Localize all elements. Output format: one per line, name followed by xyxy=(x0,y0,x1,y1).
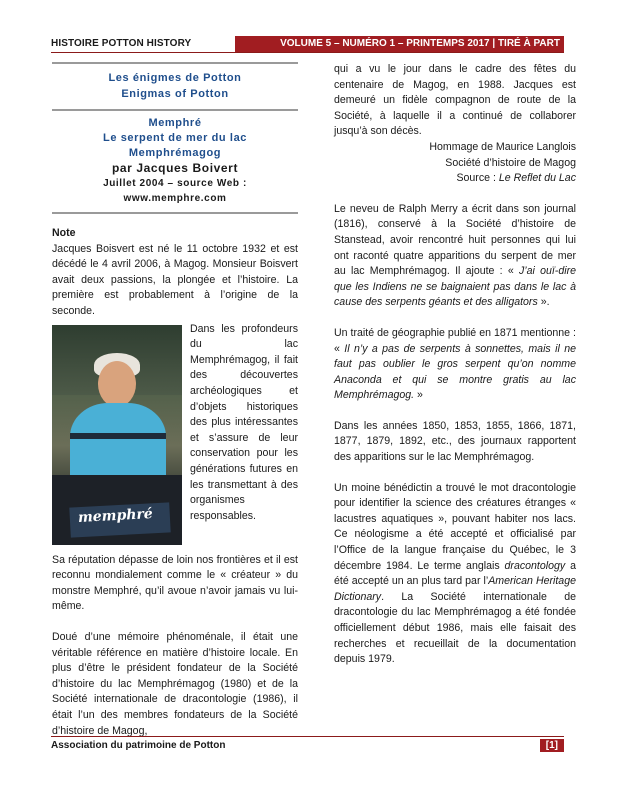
top-rule xyxy=(52,62,298,64)
tribute-signature xyxy=(334,140,576,187)
right-paragraph-4 xyxy=(334,481,576,668)
photo-side-text: Dans les profondeurs du lac Memphrémagog, il fait des découvertes archéologiques et d’objets historiques des plus intéressantes et s’assure de leur conservation pour les générations futures en les transmettant à des organismes responsables. xyxy=(190,322,298,522)
photo-brand-text: memphré xyxy=(77,505,154,526)
p4-dictionary: American Heritage Dictionary xyxy=(334,575,576,603)
header-issue-banner: VOLUME 5 – NUMÉRO 1 – PRINTEMPS 2017 | TIRÉ À PART xyxy=(235,36,564,52)
header-publication-title: HISTOIRE POTTON HISTORY xyxy=(51,38,192,49)
signature-line-3 xyxy=(334,171,576,187)
footer-page-number: [1] xyxy=(540,739,564,752)
signature-line-2: Société d’histoire de Magog xyxy=(445,156,576,169)
series-title-en: Enigmas of Potton xyxy=(121,88,229,100)
article-author: par Jacques Boivert xyxy=(111,161,239,175)
p1-quote: J’ai ouï-dire que les Indiens ne se baignaient pas dans le lac à cause des serpents géants et des alligators xyxy=(334,265,576,309)
p1-end: ». xyxy=(537,296,550,309)
right-paragraph-2 xyxy=(334,326,576,404)
right-paragraph-0: qui a vu le jour dans le cadre des fêtes du centenaire de Magog, en 1988. Jacques est demeuré un fidèle compagnon de route de la Société, à laquelle il a continué de collaborer jusqu’à son décès. xyxy=(334,63,576,138)
note-paragraph-2: Sa réputation dépasse de loin nos frontières et il est reconnu mondialement comme le « créateur » du monstre Memphré, qu’il avoue n’avoir jamais vu lui-même. xyxy=(52,553,298,613)
series-title-fr: Les énigmes de Potton xyxy=(108,72,242,84)
p4-a: Un moine bénédictin a trouvé le mot dracontologie pour identifier la science des créatures étranges « lacustres aquatiques », pouvant habiter nos lacs. Ce néologisme a été accepté et officialisé par l’Office de la langue française du Québec, le 3 décembre 1984. Le terme anglais xyxy=(334,481,576,572)
page-footer xyxy=(51,736,564,752)
article-title-block xyxy=(52,116,298,206)
source-name: Le Reflet du Lac xyxy=(498,172,576,185)
article-subtitle-2: Memphrémagog xyxy=(128,147,222,159)
note-paragraph-3: Doué d’une mémoire phénoménale, il était une véritable référence en matière d’histoire locale. En plus d’être le président fondateur de la Société d’histoire du lac Memphrémagog (1980) et de la Société internationale de dracontologie (1986), il était l’un des membres fondateurs de la Société d’histoire de Magog, xyxy=(52,630,298,737)
note-paragraph-1: Jacques Boisvert est né le 11 octobre 1932 et est décédé le 4 avril 2006, à Magog. Monsieur Boisvert avait deux passions, la plongée et l’histoire. La première est probablement à l’origine de la seconde. xyxy=(52,242,298,317)
article-title: Memphré xyxy=(148,117,202,129)
right-paragraph-1 xyxy=(334,202,576,311)
article-date-source: Juillet 2004 – source Web : xyxy=(103,178,247,189)
head-shape xyxy=(98,361,136,407)
p2-start: Un traité de géographie publié en 1871 mentionne : « xyxy=(334,326,576,355)
page-header xyxy=(51,36,564,53)
article-url: www.memphre.com xyxy=(123,193,227,204)
p4-c: . La Société internationale de dracontologie du lac Memphrémagog a été fondée officiellement début 1986, mais elle faisait des recherches et recueillait de la documentation depuis 1979. xyxy=(334,590,576,666)
bottom-rule xyxy=(52,212,298,214)
footer-association: Association du patrimoine de Potton xyxy=(51,740,226,751)
article-subtitle-1: Le serpent de mer du lac xyxy=(103,132,247,144)
diver-photo xyxy=(52,325,182,545)
right-paragraph-3: Dans les années 1850, 1853, 1855, 1866, 1871, 1877, 1879, 1892, etc., des journaux rapportent des apparitions sur le lac Memphrémagog. xyxy=(334,419,576,464)
p4-term: dracontology xyxy=(504,559,566,572)
left-column xyxy=(52,62,298,739)
p2-quote: Il n’y a pas de serpents à sonnettes, mais il ne faut pas oublier le gros serpent qu’on nomme Anaconda et qui se montre gratis au lac Memphrémagog. xyxy=(334,342,576,402)
right-column xyxy=(334,62,576,668)
source-prefix: Source : xyxy=(456,172,499,185)
signature-line-1: Hommage de Maurice Langlois xyxy=(429,140,576,153)
middle-rule xyxy=(52,109,298,111)
p2-end: » xyxy=(414,389,423,402)
note-heading: Note xyxy=(52,227,76,239)
series-title xyxy=(52,70,298,102)
p1-start: Le neveu de Ralph Merry a écrit dans son journal (1816), conservé à la Société d’histoire de Stanstead, avoir rencontré huit personnes qui lui ont raconté quatre apparitions du serpent de mer au lac Memphrémagog. Il ajoute : « xyxy=(334,202,576,278)
photo-wrap xyxy=(52,322,298,549)
p4-b: a été accepté un an plus tard par l’ xyxy=(334,559,576,588)
